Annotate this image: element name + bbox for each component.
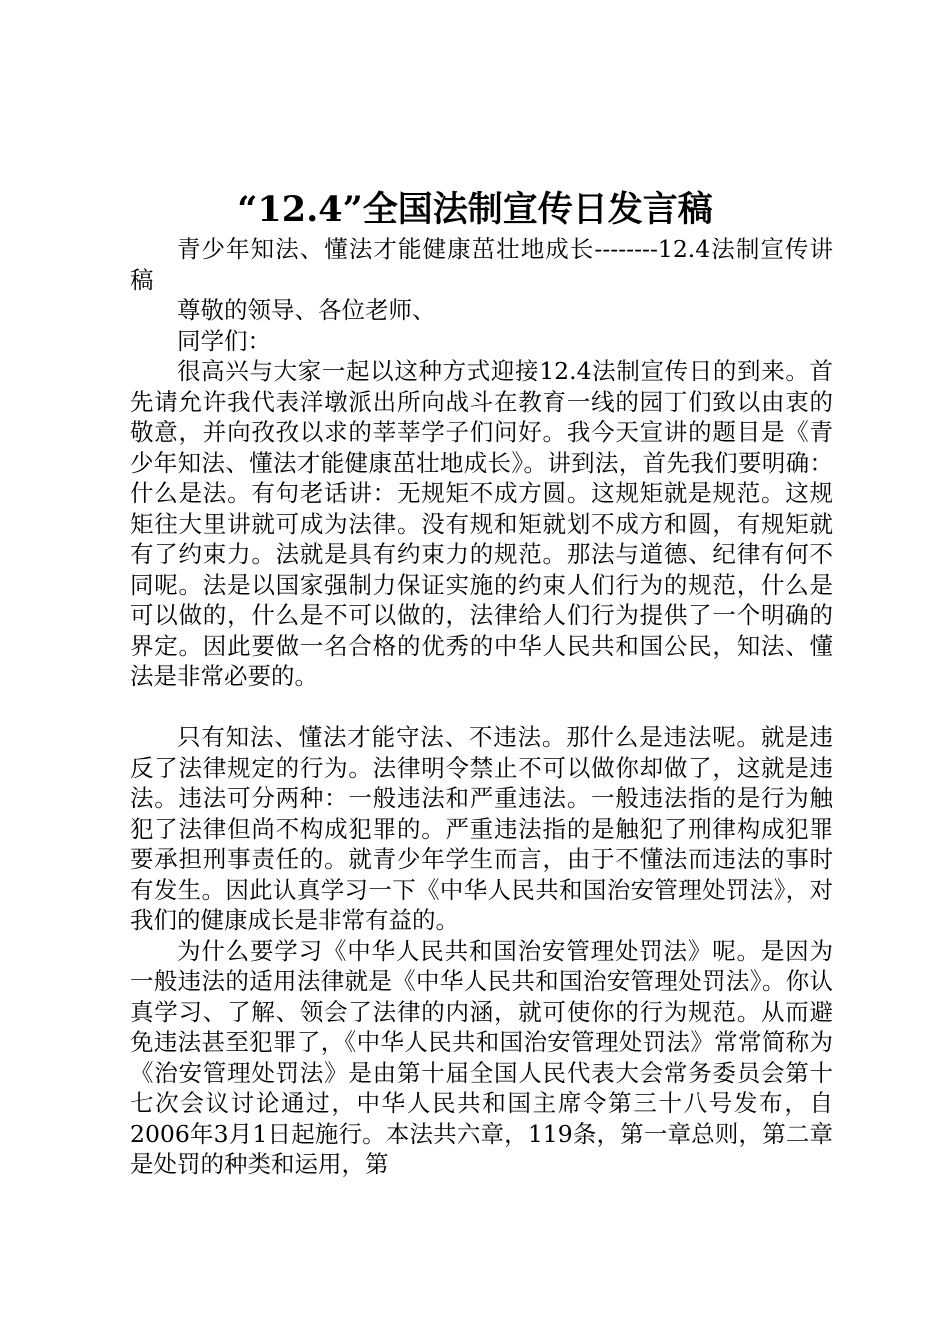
document-body	[130, 234, 833, 1180]
subtitle-paragraph: 青少年知法、懂法才能健康茁壮地成长--------12.4法制宣传讲稿	[130, 235, 833, 294]
document-title: “12.4”全国法制宣传日发言稿	[237, 189, 713, 230]
salutation-line: 尊敬的领导、各位老师、	[177, 296, 436, 324]
body-paragraph: 很高兴与大家一起以这种方式迎接12.4法制宣传日的到来。首先请允许我代表洋墩派出所向战斗在教育一线的园丁们致以由衷的敬意，并向孜孜以求的莘莘学子们问好。我今天宣讲的题目是《青少年知法、懂法才能健康茁壮地成长》。讲到法，首先我们要明确：什么是法。有句老话讲：无规矩不成方圆。这规矩就是规范。这规矩往大里讲就可成为法律。没有规和矩就划不成方和圆，有规矩就有了约束力。法就是具有约束力的规范。那法与道德、纪律有何不同呢。法是以国家强制力保证实施的约束人们行为的规范，什么是可以做的，什么是不可以做的，法律给人们行为提供了一个明确的界定。因此要做一名合格的优秀的中华人民共和国公民，知法、懂法是非常必要的。	[130, 357, 833, 690]
salutation-line-students: 同学们：	[177, 326, 271, 355]
body-paragraph: 只有知法、懂法才能守法、不违法。那什么是违法呢。就是违反了法律规定的行为。法律明令禁止不可以做你却做了，这就是违法。违法可分两种：一般违法和严重违法。一般违法指的是行为触犯了法律但尚不构成犯罪的。严重违法指的是触犯了刑律构成犯罪要承担刑事责任的。就青少年学生而言，由于不懂法而违法的事时有发生。因此认真学习一下《中华人民共和国治安管理处罚法》，对我们的健康成长是非常有益的。	[130, 723, 833, 934]
body-paragraph: 为什么要学习《中华人民共和国治安管理处罚法》呢。是因为一般违法的适用法律就是《中华人民共和国治安管理处罚法》。你认真学习、了解、领会了法律的内涵，就可使你的行为规范。从而避免违法甚至犯罪了，《中华人民共和国治安管理处罚法》常常简称为《治安管理处罚法》是由第十届全国人民代表大会常务委员会第十七次会议讨论通过，中华人民共和国主席令第三十八号发布，自2006年3月1日起施行。本法共六章，119条，第一章总则，第二章是处罚的种类和运用，第	[130, 936, 833, 1178]
paragraph-spacer	[130, 692, 833, 723]
